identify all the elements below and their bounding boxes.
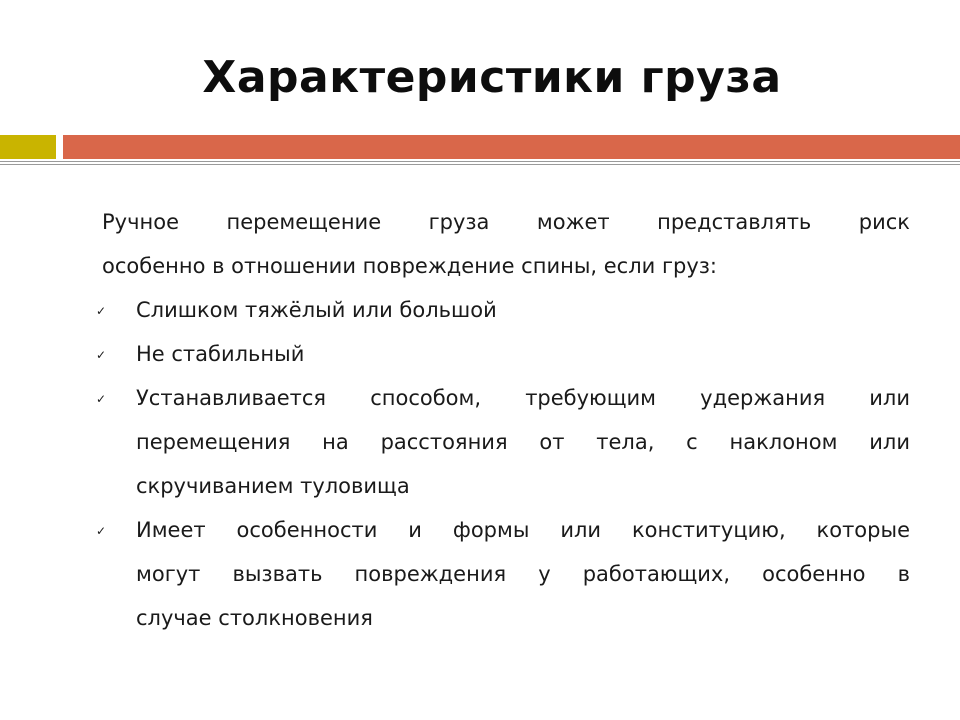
checkmark-icon: ✓	[96, 304, 107, 318]
slide-title: Характеристики груза	[202, 52, 782, 103]
bullet-text-line: случае столкновения	[136, 606, 373, 630]
checkmark-icon: ✓	[96, 524, 107, 538]
bullet-text-line: скручиванием туловища	[136, 474, 410, 498]
checkmark-icon: ✓	[96, 348, 107, 362]
intro-text-line: особенно в отношении повреждение спины, если груз:	[102, 254, 718, 278]
intro-text-line: Ручное перемещение груза может представлять риск	[102, 210, 910, 234]
bullet-text-line: Имеет особенности и формы или конституцию, которые	[136, 518, 910, 542]
bullet-text-line: могут вызвать повреждения у работающих, особенно в	[136, 562, 910, 586]
bullet-text-line: перемещения на расстояния от тела, с наклоном или	[136, 430, 910, 454]
bullet-text-line: Устанавливается способом, требующим удержания или	[136, 386, 910, 410]
bullet-text-line: Слишком тяжёлый или большой	[136, 298, 497, 322]
checkmark-icon: ✓	[96, 392, 107, 406]
bullet-text-line: Не стабильный	[136, 342, 305, 366]
